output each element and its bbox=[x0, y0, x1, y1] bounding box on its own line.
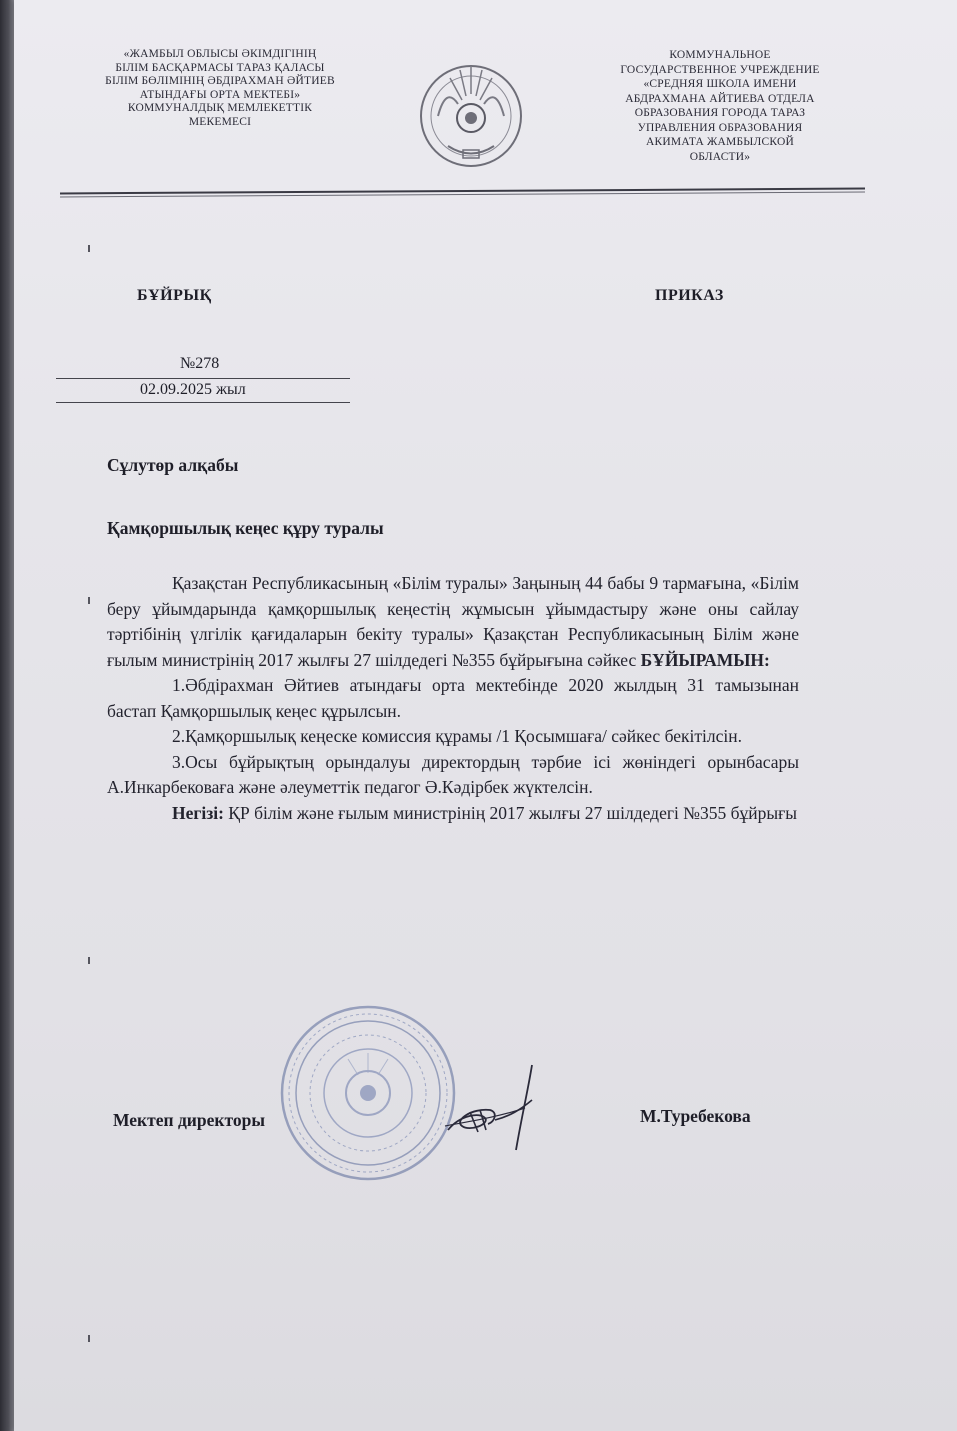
header-kz-line: КОММУНАЛДЫҚ МЕМЛЕКЕТТІК bbox=[127, 102, 313, 114]
basis-paragraph bbox=[107, 801, 799, 827]
title-russian: ПРИКАЗ bbox=[655, 287, 724, 304]
header-ru-line: ОБРАЗОВАНИЯ ГОРОДА ТАРАЗ bbox=[634, 107, 806, 119]
handwritten-signature bbox=[440, 1060, 550, 1155]
margin-mark bbox=[88, 245, 90, 252]
header-kazakh bbox=[70, 48, 370, 129]
order-number-underline bbox=[56, 378, 350, 379]
order-body bbox=[107, 571, 799, 826]
header-ru-line: УПРАВЛЕНИЯ ОБРАЗОВАНИЯ bbox=[637, 121, 803, 134]
paper-edge-shadow bbox=[0, 0, 14, 1431]
header-kz-line: «ЖАМБЫЛ ОБЛЫСЫ ӘКІМДІГІНІҢ bbox=[123, 48, 317, 60]
order-item: 2.Қамқоршылық кеңеске комиссия құрамы /1 Қосымшаға/ сәйкес бекітілсін. bbox=[172, 726, 742, 746]
order-item: 3.Осы бұйрықтың орындалуы директордың тәрбие ісі жөніндегі орынбасары А.Инкарбековаға және әлеуметтік педагог Ә.Кәдірбек жүктелсін. bbox=[107, 751, 799, 797]
header-ru-line: «СРЕДНЯЯ ШКОЛА ИМЕНИ bbox=[643, 78, 797, 90]
margin-mark bbox=[88, 957, 90, 964]
basis-label: Негізі: bbox=[172, 802, 224, 823]
official-stamp-icon bbox=[278, 1003, 458, 1183]
order-item: 1.Әбдірахман Әйтиев атындағы орта мектебінде 2020 жылдың 31 тамызынан бастап Қамқоршылық кеңес құрылсын. bbox=[107, 675, 799, 721]
header-ru-line: ОБЛАСТИ» bbox=[689, 150, 751, 163]
order-subject: Қамқоршылық кеңес құру туралы bbox=[107, 518, 384, 538]
order-word: БҰЙЫРАМЫН: bbox=[640, 649, 770, 670]
margin-mark bbox=[88, 597, 90, 604]
header-kz-line: БІЛІМ БАСҚАРМАСЫ ТАРАЗ ҚАЛАСЫ bbox=[115, 61, 325, 74]
margin-mark bbox=[88, 1335, 90, 1342]
header-ru-line: ГОСУДАРСТВЕННОЕ УЧРЕЖДЕНИЕ bbox=[620, 63, 820, 76]
header-russian bbox=[585, 48, 855, 164]
header-kz-line: МЕКЕМЕСІ bbox=[188, 115, 252, 128]
header-ru-line: АКИМАТА ЖАМБЫЛСКОЙ bbox=[646, 136, 794, 148]
preamble-text: Қазақстан Республикасының «Білім туралы» Заңының 44 бабы 9 тармағына, «Білім беру ұйымдарында қамқоршылық кеңестің жұмысын ұйымдастыру және оны сайлау тәртібінің үлгілік қағидаларын бекіту туралы» Қазақстан Республикасының Білім және ғылым министрінің 2017 жылғы 27 шілдедегі №355 бұйрығына сәйкес bbox=[107, 573, 799, 670]
header-ru-line: КОММУНАЛЬНОЕ bbox=[669, 49, 771, 61]
director-name: М.Туребекова bbox=[640, 1106, 751, 1126]
header-kz-line: АТЫНДАҒЫ ОРТА МЕКТЕБІ» bbox=[139, 88, 301, 101]
order-date: 02.09.2025 жыл bbox=[140, 381, 246, 398]
header-kz-line: БІЛІМ БӨЛІМІНІҢ ӘБДІРАХМАН ӘЙТИЕВ bbox=[105, 75, 335, 87]
basis-text: ҚР білім және ғылым министрінің 2017 жылғы 27 шілдедегі №355 бұйрығы bbox=[228, 802, 798, 823]
preamble-paragraph bbox=[107, 571, 799, 673]
header-ru-line: АБДРАХМАНА АЙТИЕВА ОТДЕЛА bbox=[625, 92, 815, 105]
order-date-underline bbox=[56, 402, 350, 403]
director-title: Мектеп директоры bbox=[113, 1110, 265, 1130]
state-emblem-icon bbox=[418, 46, 524, 176]
place-name: Сұлутөр алқабы bbox=[107, 455, 239, 475]
order-number: №278 bbox=[180, 355, 220, 372]
title-kazakh: БҰЙРЫҚ bbox=[137, 287, 212, 304]
